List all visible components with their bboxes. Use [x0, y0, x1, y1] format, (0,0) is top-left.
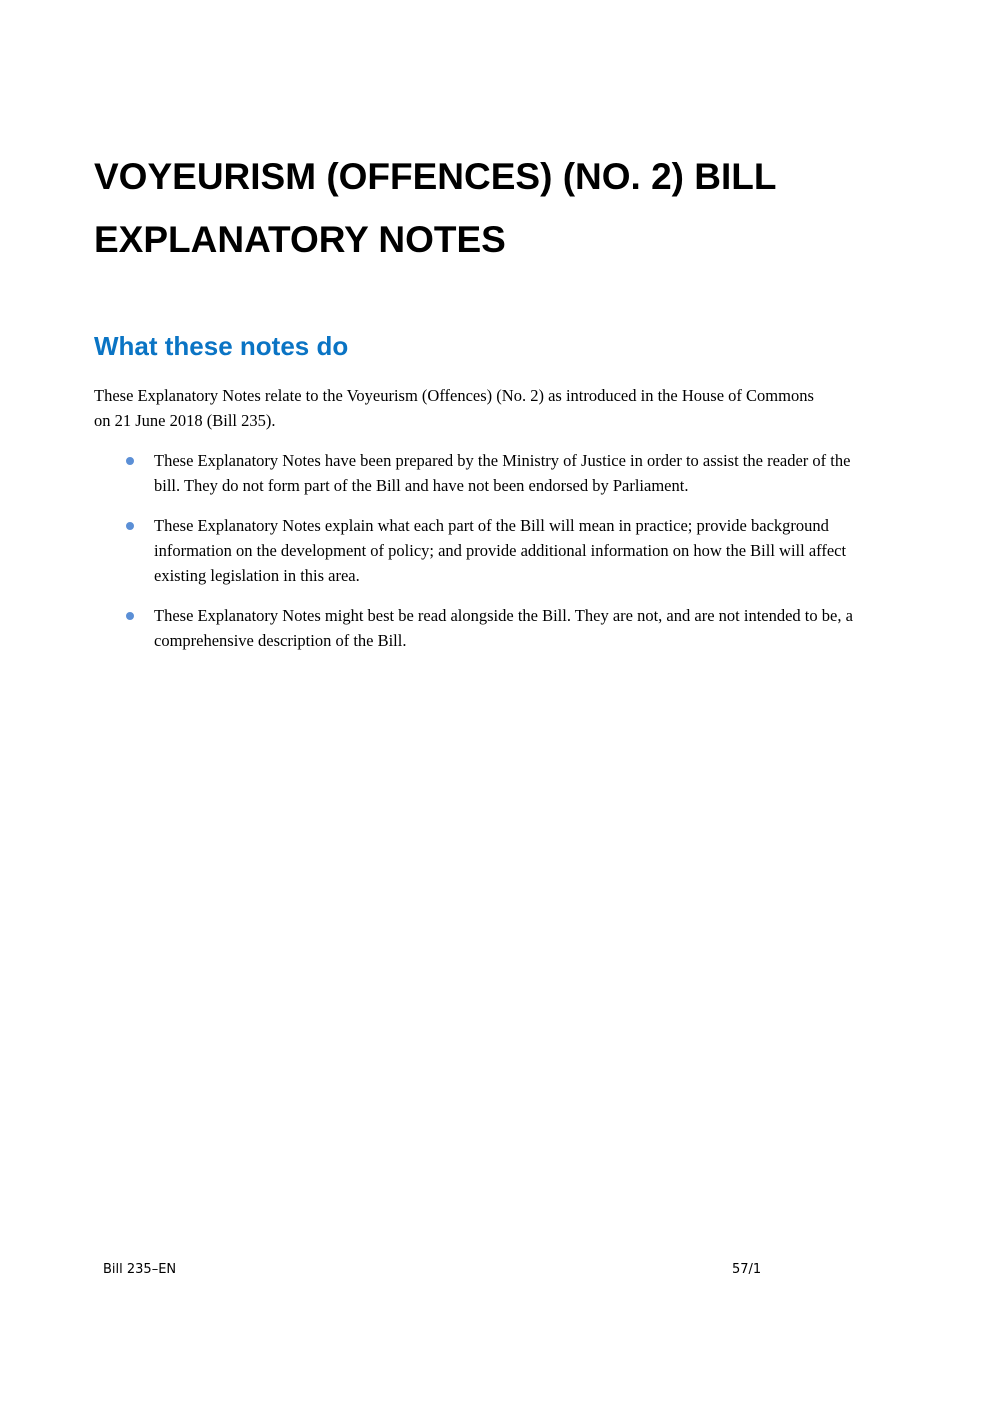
bullet-text: These Explanatory Notes explain what each part of the Bill will mean in practice; provide background information on the development of policy; and provide additional information on how the Bill will affect existing legislation in this area. — [154, 516, 847, 585]
bullet-text: These Explanatory Notes have been prepared by the Ministry of Justice in order to assist the reader of the bill. They do not form part of the Bill and have not been endorsed by Parliament. — [154, 451, 851, 495]
list-item — [94, 448, 874, 498]
bullet-icon — [126, 612, 134, 620]
footer-page-ref: 57/1 — [732, 1262, 762, 1277]
bullet-text: These Explanatory Notes might best be read alongside the Bill. They are not, and are not intended to be, a comprehensive description of the Bill. — [154, 606, 853, 650]
section-heading: What these notes do — [94, 331, 349, 361]
list-item — [94, 513, 874, 588]
document-subtitle: EXPLANATORY NOTES — [94, 219, 506, 260]
list-item — [94, 603, 874, 653]
intro-paragraph: These Explanatory Notes relate to the Voyeurism (Offences) (No. 2) as introduced in the House of Commons on 21 June 2018 (Bill 235). — [94, 386, 814, 430]
document-title: VOYEURISM (OFFENCES) (NO. 2) BILL — [94, 156, 777, 197]
bullet-icon — [126, 457, 134, 465]
footer-bill-number: Bill 235–EN — [103, 1262, 177, 1277]
bullet-list — [94, 448, 874, 668]
bullet-icon — [126, 522, 134, 530]
